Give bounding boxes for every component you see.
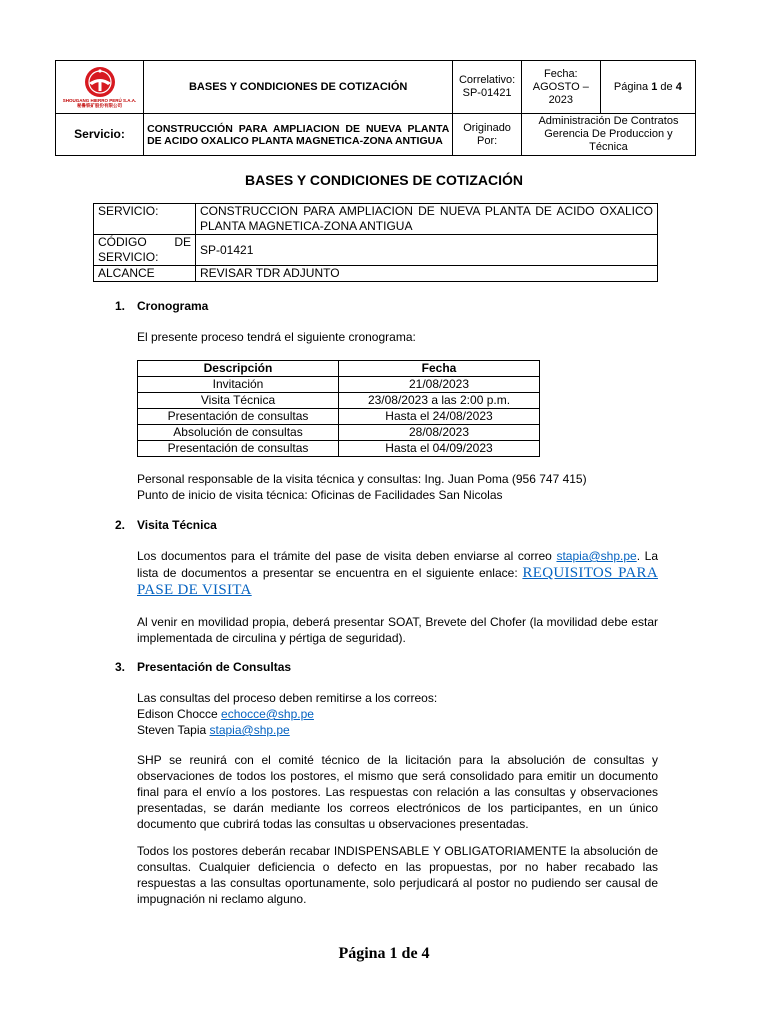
page-mid: de (657, 80, 676, 93)
page-footer: Página 1 de 4 (338, 945, 430, 962)
section2-number: 2. (115, 518, 126, 532)
section1-title: Cronograma (137, 299, 209, 313)
correlativo-label: Correlativo: (458, 74, 516, 86)
codigo-key-line2: SERVICIO: (98, 250, 159, 264)
schedule-desc: Invitación (138, 377, 339, 393)
table-row (138, 377, 540, 393)
schedule-desc: Absolución de consultas (138, 425, 339, 441)
requisitos-link[interactable]: REQUISITOS PARA PASE DE VISITA (137, 565, 658, 598)
section3-paragraph3: Todos los postores deberán recabar INDISPENSABLE Y OBLIGATORIAMENTE la absolución de consultas. Cualquier deficiencia o defecto en las propuestas, por no haber recabado las respuestas a las consultas oportunamente, solo perjudicará al postor no pudiendo ser causal de impugnación ni reclamo alguno. (137, 844, 658, 906)
main-title: BASES Y CONDICIONES DE COTIZACIÓN (245, 172, 523, 188)
originado-cell (521, 114, 695, 156)
section2-paragraph1 (137, 548, 658, 599)
stapia-email-link[interactable]: stapia@shp.pe (556, 549, 637, 563)
codigo-key (94, 235, 196, 266)
company-logo (59, 66, 140, 108)
section1-note1: Personal responsable de la visita técnica y consultas: Ing. Juan Poma (956 747 415) (137, 472, 587, 486)
section2-paragraph2: Al venir en movilidad propia, deberá presentar SOAT, Brevete del Chofer (la movilidad debe estar implementada de circulina y pértiga de seguridad). (137, 615, 658, 645)
alcance-val: REVISAR TDR ADJUNTO (196, 266, 658, 282)
originado-line1: Administración De Contratos (538, 115, 679, 127)
fecha-value: AGOSTO – 2023 (532, 80, 589, 106)
contact1-name: Edison Chocce (137, 707, 222, 721)
schedule-date: Hasta el 04/09/2023 (339, 441, 540, 457)
codigo-key-line1: CÓDIGO DE (98, 235, 191, 249)
section1-intro: El presente proceso tendrá el siguiente cronograma: (137, 330, 416, 344)
servicio-label: Servicio: (56, 114, 144, 156)
page-current: 1 (651, 80, 658, 93)
header-table (55, 60, 696, 156)
section2-p1-before: Los documentos para el trámite del pase de visita deben enviarse al correo (137, 549, 557, 563)
logo-cell (56, 61, 144, 114)
section3-paragraph2: SHP se reunirá con el comité técnico de la licitación para la absolución de consultas y observaciones de todos los postores, el mismo que será consolidado para emitir un documento final para el envío a los postores. Las respuestas con relación a las consultas y observaciones presentadas, se darán mediante los correos electrónicos de los participantes, en un único documento que cubrirá todas las consultas u observaciones presentadas. (137, 753, 658, 831)
section3-title: Presentación de Consultas (137, 660, 292, 674)
section3-contact1 (137, 706, 658, 722)
table-row (138, 393, 540, 409)
table-row (138, 409, 540, 425)
correlativo-cell (453, 61, 522, 114)
fecha-label: Fecha: (543, 67, 578, 80)
originado-label: Originado Por: (453, 114, 522, 156)
schedule-desc: Presentación de consultas (138, 441, 339, 457)
stapia-email-link-2[interactable]: stapia@shp.pe (209, 723, 290, 737)
correlativo-value: SP-01421 (462, 87, 512, 99)
logo-text-line2: 秘鲁铁矿股份有限公司 (77, 103, 123, 108)
schedule-header-fecha: Fecha (339, 361, 540, 377)
section3-number: 3. (115, 660, 126, 674)
codigo-val: SP-01421 (196, 235, 658, 266)
schedule-table (137, 360, 540, 457)
schedule-date: Hasta el 24/08/2023 (339, 409, 540, 425)
section3-contact2 (137, 722, 658, 738)
schedule-desc: Visita Técnica (138, 393, 339, 409)
section3-intro: Las consultas del proceso deben remitirse a los correos: (137, 691, 438, 705)
table-row (138, 441, 540, 457)
servicio-val: CONSTRUCCION PARA AMPLIACION DE NUEVA PLANTA DE ACIDO OXALICO PLANTA MAGNETICA-ZONA ANTIGUA (196, 204, 658, 235)
page-prefix: Página (613, 80, 652, 93)
doc-title: BASES Y CONDICIONES DE COTIZACIÓN (144, 61, 453, 114)
page-total: 4 (675, 80, 682, 93)
alcance-key: ALCANCE (94, 266, 196, 282)
logo-emblem-icon (81, 66, 119, 98)
echocce-email-link[interactable]: echocce@shp.pe (221, 707, 314, 721)
schedule-date: 21/08/2023 (339, 377, 540, 393)
contact2-name: Steven Tapia (137, 723, 210, 737)
schedule-desc: Presentación de consultas (138, 409, 339, 425)
logo-text-line1: SHOUGANG HIERRO PERÚ S.A.A. (62, 98, 137, 103)
service-table (93, 203, 658, 282)
table-row (138, 425, 540, 441)
servicio-key: SERVICIO: (94, 204, 196, 235)
section1-number: 1. (115, 299, 126, 313)
schedule-date: 23/08/2023 a las 2:00 p.m. (339, 393, 540, 409)
fecha-cell (521, 61, 600, 114)
section2-p1-after: . La lista de documentos a presentar se encuentra en el siguiente enlace: (137, 549, 658, 580)
page-number-cell (600, 61, 695, 114)
schedule-date: 28/08/2023 (339, 425, 540, 441)
originado-line2: Gerencia De Produccion y Técnica (544, 128, 673, 153)
servicio-value: CONSTRUCCIÓN PARA AMPLIACION DE NUEVA PLANTA DE ACIDO OXALICO PLANTA MAGNETICA-ZONA ANTIGUA (144, 114, 453, 156)
section2-title: Visita Técnica (137, 518, 217, 532)
section1-note2: Punto de inicio de visita técnica: Oficinas de Facilidades San Nicolas (137, 488, 503, 502)
schedule-header-descripcion: Descripción (138, 361, 339, 377)
